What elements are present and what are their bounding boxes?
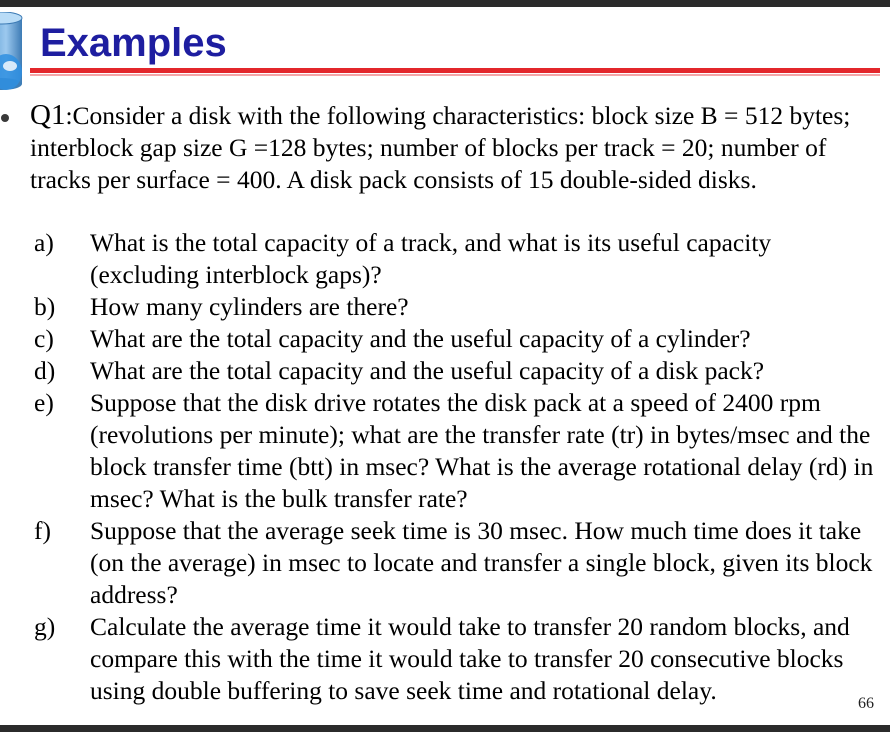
list-item-text: Suppose that the disk drive rotates the disk pack at a speed of 2400 rpm (revolutions per minute); what are the transfer rate (tr) in bytes/msec and the block transfer time (btt) in msec? What is the average rotational delay (rd) in msec? What is the bulk transfer rate?: [90, 388, 874, 513]
list-item-marker: a): [34, 228, 54, 257]
list-item-text: What are the total capacity and the useful capacity of a cylinder?: [90, 324, 751, 353]
list-item-text: Calculate the average time it would take to transfer 20 random blocks, and compare this with the time it would take to transfer 20 consecutive blocks using double buffering to save seek time and rotational delay.: [90, 612, 850, 705]
bottom-border-bar: [0, 725, 890, 732]
title-underline: [30, 68, 880, 73]
top-border-bar: [0, 0, 890, 7]
list-item-text: What are the total capacity and the useful capacity of a disk pack?: [90, 356, 765, 385]
question-label: Q1: [30, 99, 66, 131]
question-text: :Consider a disk with the following characteristics: block size B = 512 bytes; interblock gap size G =128 bytes; number of blocks per track = 20; number of tracks per surface = 400. A disk pack consists of 15 double-sided disks.: [30, 101, 851, 194]
list-item-text: Suppose that the average seek time is 30 msec. How much time does it take (on the average) in msec to locate and transfer a single block, given its block address?: [90, 516, 873, 609]
bullet-icon: [1, 114, 9, 122]
database-icon: [0, 12, 30, 104]
title-underline-shadow: [30, 74, 880, 76]
page-number: 66: [858, 695, 874, 712]
slide-title: Examples: [40, 21, 227, 65]
list-item-text: How many cylinders are there?: [90, 292, 409, 321]
list-item-marker: d): [34, 356, 56, 385]
list-item-marker: e): [34, 388, 54, 417]
list-item-marker: f): [34, 516, 51, 545]
list-item-marker: b): [34, 292, 56, 321]
list-item-text: What is the total capacity of a track, and what is its useful capacity (excluding interblock gaps)?: [90, 228, 772, 289]
list-item-marker: c): [34, 324, 54, 353]
question-intro: [30, 99, 865, 196]
list-item-marker: g): [34, 612, 56, 641]
